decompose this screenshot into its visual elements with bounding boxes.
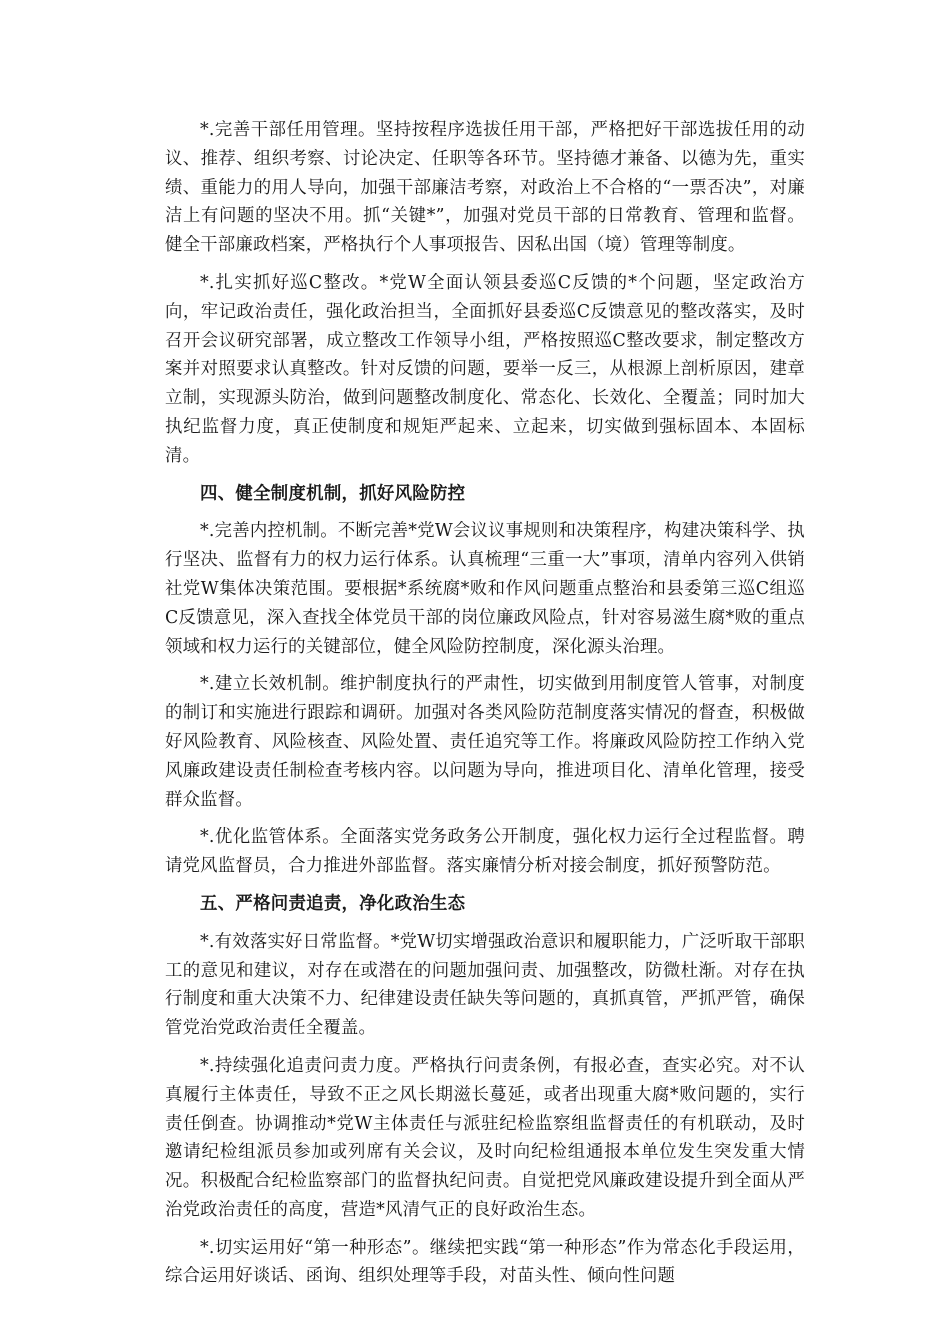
paragraph-daily-supervision: *.有效落实好日常监督。*党W切实增强政治意识和履职能力，广泛听取干部职工的意见和建议，对存在或潜在的问题加强问责、加强整改，防微杜渐。对存在执行制度和重大决策不力、纪律建设责任缺失等问题的，真抓真管，严抓严管，确保管党治党政治责任全覆盖。 bbox=[165, 931, 805, 1039]
paragraph-inspection-rectification: *.扎实抓好巡C整改。*党W全面认领县委巡C反馈的*个问题，坚定政治方向，牢记政治责任，强化政治担当，全面抓好县委巡C反馈意见的整改落实，及时召开会议研究部署，成立整改工作领导小组，严格按照巡C整改要求，制定整改方案并对照要求认真整改。针对反馈的问题，要举一反三，从根源上剖析原因，建章立制，实现源头防治，做到问题整改制度化、常态化、长效化、全覆盖；同时加大执纪监督力度，真正使制度和规矩严起来、立起来，切实做到强标固本、本固标清。 bbox=[165, 272, 805, 466]
paragraph-long-term-mechanism: *.建立长效机制。维护制度执行的严肃性，切实做到用制度管人管事，对制度的制订和实施进行跟踪和调研。加强对各类风险防范制度落实情况的督查，积极做好风险教育、风险核查、风险处置、责任追究等工作。将廉政风险防控工作纳入党风廉政建设责任制检查考核内容。以问题为导向，推进项目化、清单化管理，接受群众监督。 bbox=[165, 674, 805, 810]
paragraph-supervision-system: *.优化监管体系。全面落实党务政务公开制度，强化权力运行全过程监督。聘请党风监督员，合力推进外部监督。落实廉情分析对接会制度，抓好预警防范。 bbox=[165, 827, 805, 877]
section-heading-five: 五、严格问责追责，净化政治生态 bbox=[200, 893, 466, 914]
paragraph-cadre-appointment: *.完善干部任用管理。坚持按程序选拔任用干部，严格把好干部选拔任用的动议、推荐、组织考察、讨论决定、任职等各环节。坚持德才兼备、以德为先，重实绩、重能力的用人导向，加强干部廉洁考察，对政治上不合格的“一票否决”，对廉洁上有问题的坚决不用。抓“关键*”，加强对党员干部的日常教育、管理和监督。健全干部廉政档案，严格执行个人事项报告、因私出国（境）管理等制度。 bbox=[165, 120, 805, 256]
paragraph-internal-control: *.完善内控机制。不断完善*党W会议议事规则和决策程序，构建决策科学、执行坚决、监督有力的权力运行体系。认真梳理“三重一大”事项，清单内容列入供销社党W集体决策范围。要根据*系统腐*败和作风问题重点整治和县委第三巡C组巡C反馈意见，深入查找全体党员干部的岗位廉政风险点，针对容易滋生腐*败的重点领域和权力运行的关键部位，健全风险防控制度，深化源头治理。 bbox=[165, 521, 805, 657]
paragraph-accountability: *.持续强化追责问责力度。严格执行问责条例，有报必查，查实必究。对不认真履行主体责任，导致不正之风长期滋长蔓延，或者出现重大腐*败问题的，实行责任倒查。协调推动*党W主体责任与派驻纪检监察组监督责任的有机联动，及时邀请纪检组派员参加或列席有关会议，及时向纪检组通报本单位发生突发重大情况。积极配合纪检监察部门的监督执纪问责。自觉把党风廉政建设提升到全面从严治党政治责任的高度，营造*风清气正的良好政治生态。 bbox=[165, 1055, 805, 1220]
paragraph-first-form: *.切实运用好“第一种形态”。继续把实践“第一种形态”作为常态化手段运用，综合运用好谈话、函询、组织处理等手段，对苗头性、倾向性问题 bbox=[165, 1237, 805, 1287]
document-page bbox=[165, 116, 805, 1300]
section-heading-four: 四、健全制度机制，抓好风险防控 bbox=[200, 483, 466, 504]
